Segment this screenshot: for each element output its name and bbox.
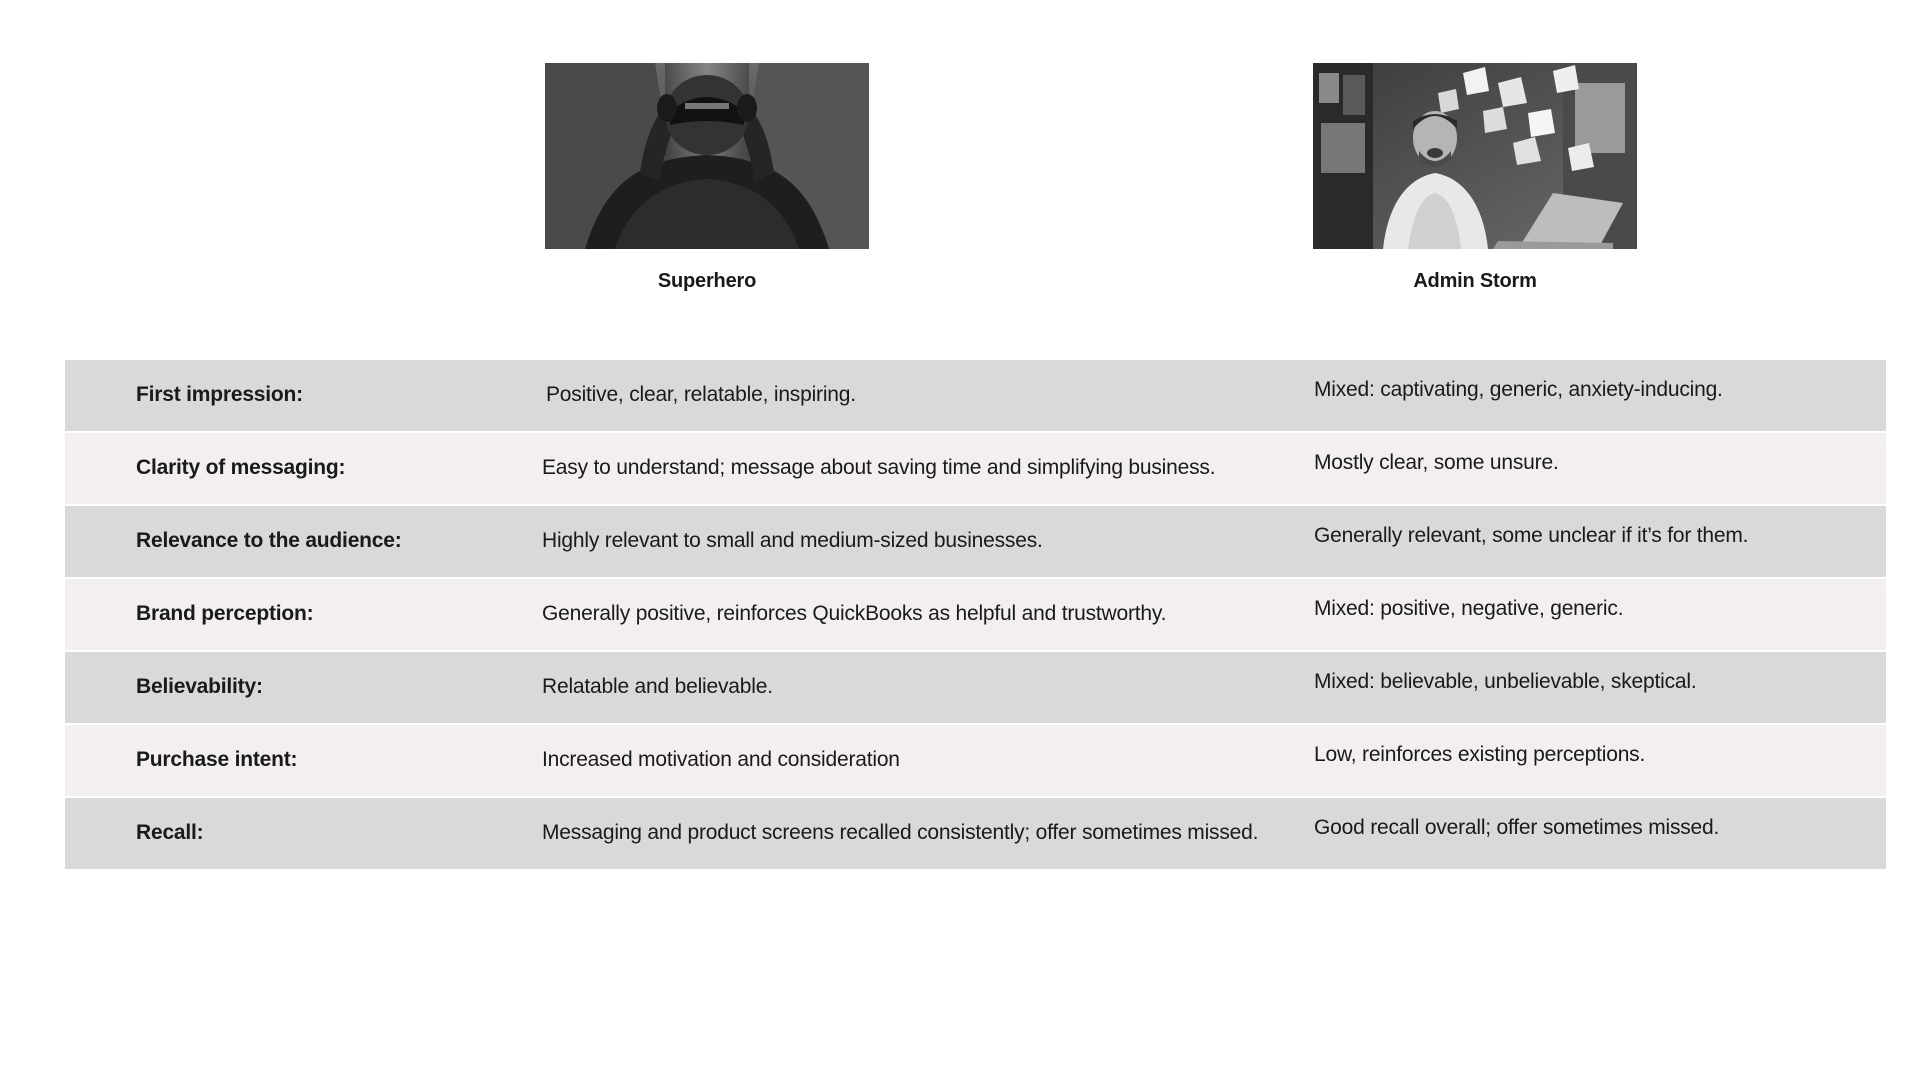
- admin-storm-cell: Mixed: positive, negative, generic.: [1314, 597, 1624, 620]
- table-row: [65, 433, 1886, 504]
- concept-superhero: [545, 63, 869, 293]
- row-label: Believability:: [136, 675, 263, 698]
- admin-storm-cell: Good recall overall; offer sometimes missed.: [1314, 816, 1720, 839]
- admin-storm-cell: Low, reinforces existing perceptions.: [1314, 743, 1646, 766]
- admin-storm-cell: Generally relevant, some unclear if it’s for them.: [1314, 524, 1749, 547]
- admin-storm-cell: Mixed: captivating, generic, anxiety-inducing.: [1314, 378, 1723, 401]
- superhero-image: [545, 63, 869, 249]
- superhero-cell: Generally positive, reinforces QuickBooks as helpful and trustworthy.: [542, 602, 1167, 625]
- concept-name: Superhero: [657, 270, 757, 292]
- admin-storm-cell: Mostly clear, some unsure.: [1314, 451, 1559, 474]
- table-row: [65, 798, 1886, 869]
- row-label: Recall:: [136, 821, 204, 844]
- row-label: First impression:: [136, 383, 303, 406]
- admin-storm-cell: Mixed: believable, unbelievable, skeptical.: [1314, 670, 1697, 693]
- superhero-cell: Increased motivation and consideration: [542, 748, 900, 771]
- row-label: Relevance to the audience:: [136, 529, 402, 552]
- row-label: Clarity of messaging:: [136, 456, 346, 479]
- admin-storm-image: [1313, 63, 1637, 249]
- comparison-table: [65, 360, 1886, 871]
- table-row: [65, 360, 1886, 431]
- superhero-cell: Easy to understand; message about saving time and simplifying business.: [542, 456, 1216, 479]
- table-row: [65, 506, 1886, 577]
- row-label: Purchase intent:: [136, 748, 298, 771]
- superhero-cell: Relatable and believable.: [542, 675, 773, 698]
- table-row: [65, 725, 1886, 796]
- superhero-cell: Messaging and product screens recalled consistently; offer sometimes missed.: [542, 821, 1259, 844]
- superhero-cell: Positive, clear, relatable, inspiring.: [546, 383, 856, 406]
- concept-name: Admin Storm: [1413, 270, 1537, 292]
- table-row: [65, 579, 1886, 650]
- superhero-cell: Highly relevant to small and medium-sized businesses.: [542, 529, 1043, 552]
- concept-admin-storm: [1313, 63, 1637, 293]
- row-label: Brand perception:: [136, 602, 314, 625]
- table-row: [65, 652, 1886, 723]
